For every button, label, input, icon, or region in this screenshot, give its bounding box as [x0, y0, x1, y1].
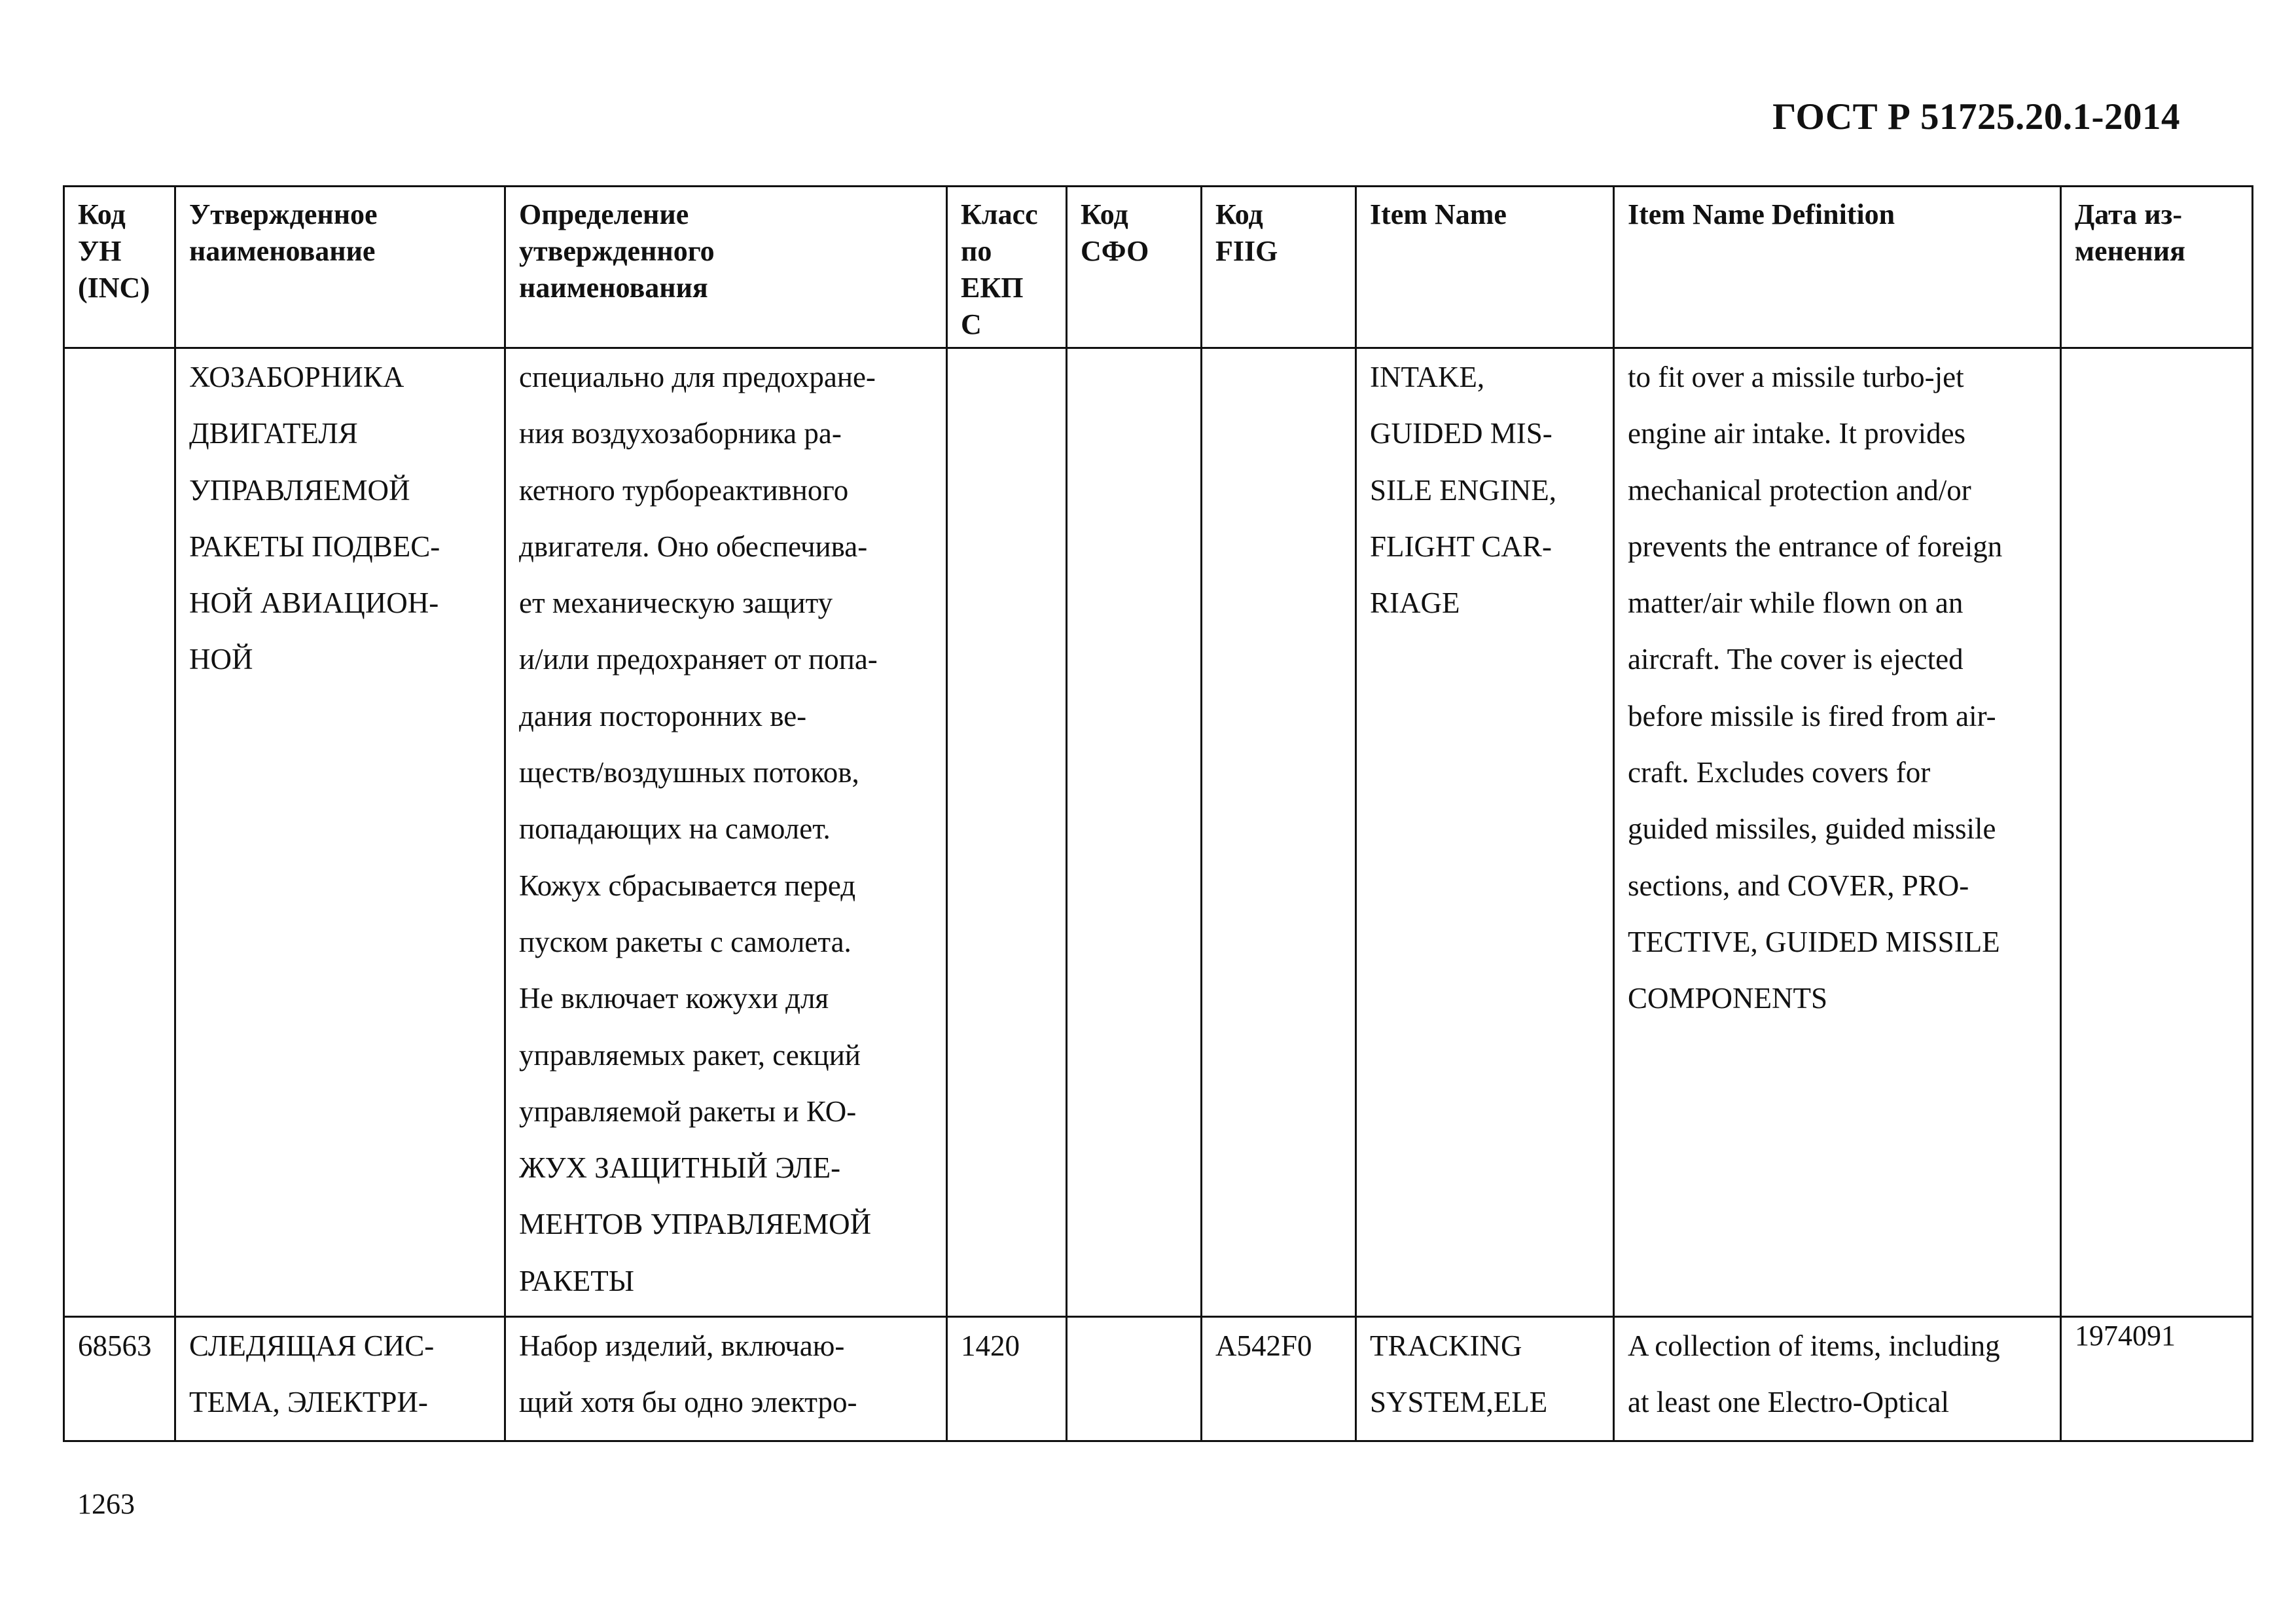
cell-change-date: 1974091	[2061, 1317, 2253, 1441]
cell-inc	[64, 348, 175, 1317]
cell-approved-name: ХОЗАБОРНИКА ДВИГАТЕЛЯ УПРАВЛЯЕМОЙ РАКЕТЫ ПОДВЕС- НОЙ АВИАЦИОН- НОЙ	[175, 348, 505, 1317]
header-col-approved-name: Утвержденное наименование	[175, 187, 505, 348]
cell-change-date	[2061, 348, 2253, 1317]
cell-definition: Набор изделий, включаю- щий хотя бы одно электро-	[505, 1317, 947, 1441]
table-row	[64, 1317, 2253, 1441]
cell-item-name: INTAKE, GUIDED MIS- SILE ENGINE, FLIGHT CAR- RIAGE	[1356, 348, 1614, 1317]
header-col-item-name-definition: Item Name Definition	[1614, 187, 2061, 348]
cell-ekps-class	[947, 348, 1067, 1317]
header-col-definition: Определение утвержденного наименования	[505, 187, 947, 348]
header-col-item-name: Item Name	[1356, 187, 1614, 348]
cell-definition: специально для предохране- ния воздухозаборника ра- кетного турбореактивного двигателя. Оно обеспечива- ет механическую защиту и/или предохраняет от попа- дания посторонних ве- ществ/воздушных потоков, попадающих на самолет. Кожух сбрасывается перед пуском ракеты с самолета. Не включает кожухи для управляемых ракет, секций управляемой ракеты и КО- ЖУХ ЗАЩИТНЫЙ ЭЛЕ- МЕНТОВ УПРАВЛЯЕМОЙ РАКЕТЫ	[505, 348, 947, 1317]
header-col-sfo-code: Код СФО	[1067, 187, 1202, 348]
cell-sfo-code	[1067, 1317, 1202, 1441]
cell-approved-name: СЛЕДЯЩАЯ СИС- ТЕМА, ЭЛЕКТРИ-	[175, 1317, 505, 1441]
header-col-change-date: Дата из- менения	[2061, 187, 2253, 348]
cell-item-name-definition: to fit over a missile turbo-jet engine air intake. It provides mechanical protection and/or prevents the entrance of foreign matter/air while flown on an aircraft. The cover is ejected before missile is fired from air- craft. Excludes covers for guided missiles, guided missile sections, and COVER, PRO- TECTIVE, GUIDED MISSILE COMPONENTS	[1614, 348, 2061, 1317]
header-col-fiig-code: Код FIIG	[1202, 187, 1356, 348]
table-header-row	[64, 187, 2253, 348]
page-number: 1263	[77, 1488, 135, 1520]
header-col-inc: Код УН (INC)	[64, 187, 175, 348]
classification-table	[63, 185, 2253, 1442]
cell-inc: 68563	[64, 1317, 175, 1441]
cell-item-name: TRACKING SYSTEM,ELE	[1356, 1317, 1614, 1441]
header-col-ekps-class: Класс по ЕКП С	[947, 187, 1067, 348]
cell-item-name-definition: A collection of items, including at least one Electro-Optical	[1614, 1317, 2061, 1441]
cell-sfo-code	[1067, 348, 1202, 1317]
document-header: ГОСТ Р 51725.20.1-2014	[1772, 96, 2180, 137]
cell-fiig-code	[1202, 348, 1356, 1317]
cell-fiig-code: A542F0	[1202, 1317, 1356, 1441]
table-row	[64, 348, 2253, 1317]
cell-ekps-class: 1420	[947, 1317, 1067, 1441]
